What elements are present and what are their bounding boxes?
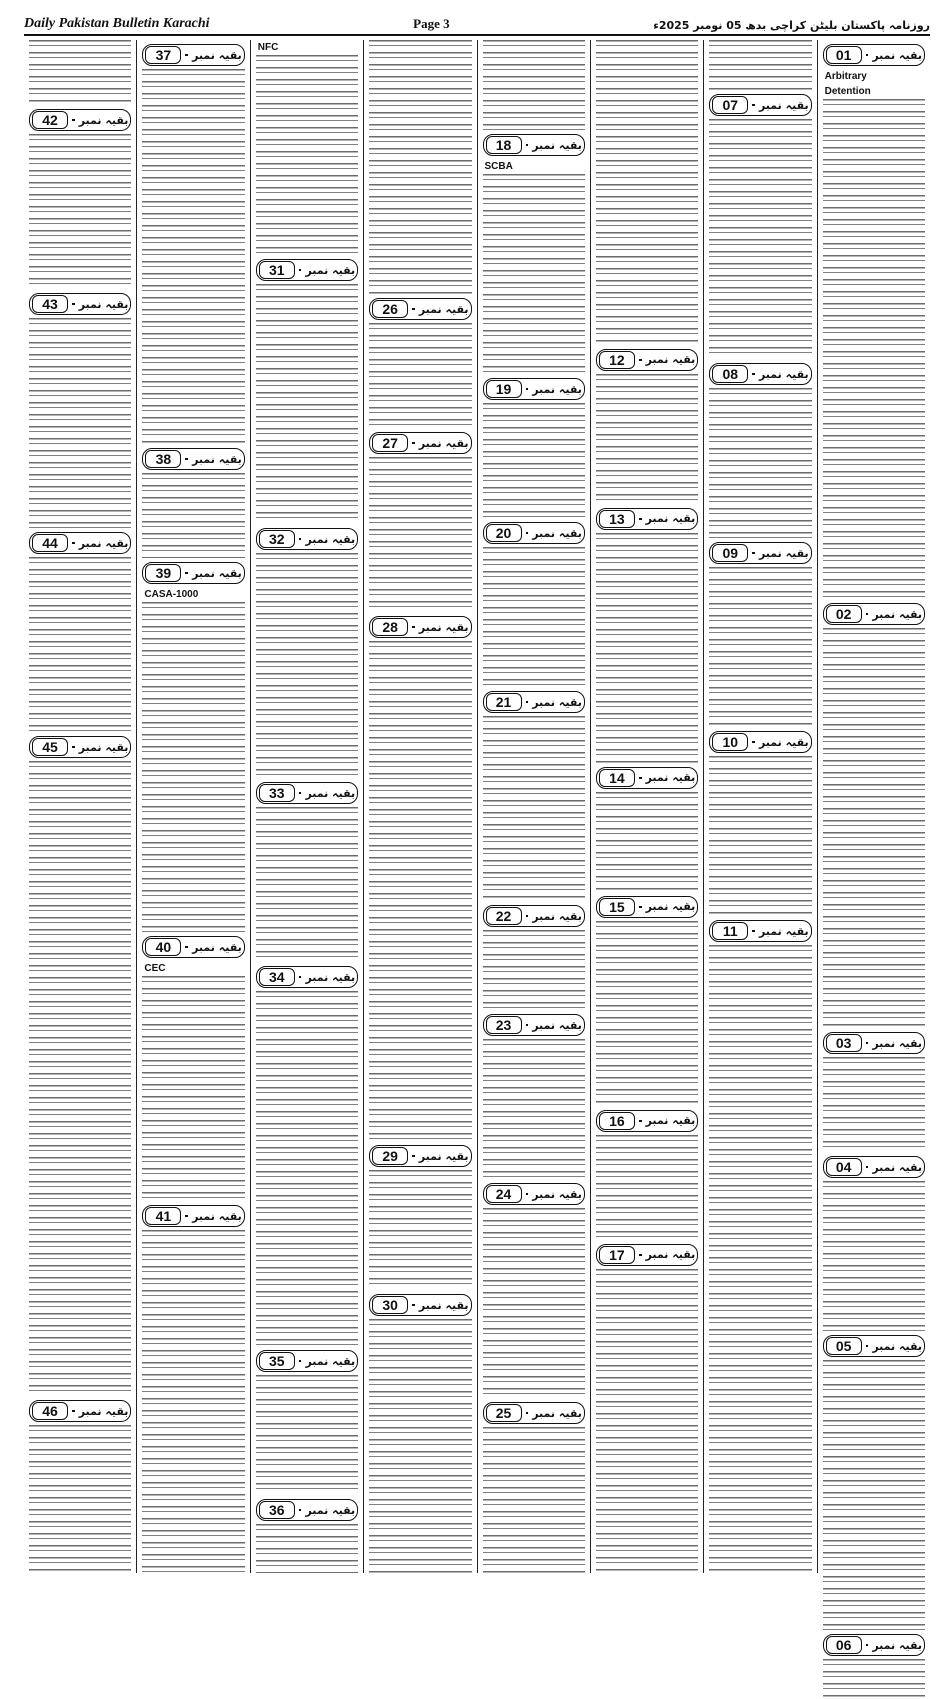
continuation-caption: بقیہ نمبر — [78, 113, 129, 127]
continuation-caption: بقیہ نمبر — [532, 138, 582, 152]
article-text-block — [823, 1181, 925, 1331]
arrow-decoration-icon — [866, 1644, 869, 1646]
continuation-number: 06 — [826, 1636, 862, 1654]
news-column — [703, 40, 816, 1573]
continuation-label — [596, 508, 698, 530]
continuation-number: 40 — [145, 938, 181, 956]
article-text-block — [142, 1230, 244, 1573]
article-text-block — [596, 374, 698, 504]
continuation-number: 41 — [145, 1207, 181, 1225]
article-text-block — [142, 602, 244, 932]
article-text-block — [823, 1057, 925, 1152]
continuation-caption: بقیہ نمبر — [78, 536, 129, 550]
continuation-caption: بقیہ نمبر — [192, 940, 242, 954]
arrow-decoration-icon — [526, 1412, 529, 1414]
continuation-number: 42 — [32, 111, 68, 129]
continuation-number: 26 — [372, 300, 408, 318]
arrow-decoration-icon — [72, 119, 75, 121]
inline-english-term: Arbitrary — [824, 71, 867, 82]
arrow-decoration-icon — [299, 976, 302, 978]
arrow-decoration-icon — [526, 144, 529, 146]
article-text-block — [369, 1319, 471, 1573]
continuation-label — [369, 1145, 471, 1167]
arrow-decoration-icon — [752, 552, 755, 554]
news-column — [363, 40, 476, 1573]
continuation-caption: بقیہ نمبر — [192, 452, 242, 466]
arrow-decoration-icon — [299, 538, 302, 540]
continuation-label — [483, 1014, 585, 1036]
continuation-number: 17 — [599, 1246, 635, 1264]
continuation-caption: بقیہ نمبر — [872, 1339, 922, 1353]
continuation-caption: بقیہ نمبر — [78, 740, 129, 754]
continuation-label — [256, 528, 358, 550]
article-text-block — [709, 40, 811, 90]
continuation-label — [483, 1183, 585, 1205]
article-text-block — [483, 930, 585, 1010]
continuation-number: 14 — [599, 769, 635, 787]
continuation-number: 38 — [145, 450, 181, 468]
continuation-caption: بقیہ نمبر — [645, 512, 696, 525]
article-text-block — [483, 174, 585, 374]
continuation-label — [709, 94, 811, 116]
continuation-label — [142, 1205, 244, 1227]
article-text-block — [823, 99, 925, 599]
continuation-label — [369, 432, 471, 454]
article-text-block — [709, 388, 811, 538]
continuation-label — [369, 298, 471, 320]
urdu-dateline: روزنامہ پاکستان بلیٹن کراچی بدھ 05 نومبر 2025ء — [653, 19, 930, 32]
continuation-label — [823, 603, 925, 625]
continuation-caption: بقیہ نمبر — [758, 546, 809, 560]
page-header — [24, 10, 930, 36]
continuation-number: 29 — [372, 1147, 408, 1165]
continuation-label — [709, 920, 811, 942]
continuation-caption: بقیہ نمبر — [645, 900, 696, 913]
arrow-decoration-icon — [639, 518, 642, 520]
arrow-decoration-icon — [412, 442, 415, 444]
continuation-caption: بقیہ نمبر — [645, 1114, 696, 1127]
continuation-number: 03 — [826, 1034, 862, 1052]
continuation-caption: بقیہ نمبر — [872, 1036, 922, 1050]
arrow-decoration-icon — [526, 1024, 529, 1026]
article-text-block — [483, 403, 585, 518]
continuation-label — [256, 1350, 358, 1372]
continuation-label — [369, 616, 471, 638]
article-text-block — [369, 1170, 471, 1290]
continuation-caption: بقیہ نمبر — [305, 970, 356, 984]
continuation-number: 36 — [259, 1501, 295, 1519]
arrow-decoration-icon — [72, 1410, 75, 1412]
continuation-number: 25 — [486, 1404, 522, 1422]
news-column — [24, 40, 136, 1573]
arrow-decoration-icon — [866, 54, 869, 56]
arrow-decoration-icon — [185, 458, 188, 460]
article-text-block — [142, 69, 244, 444]
continuation-label — [596, 1110, 698, 1132]
article-text-block — [142, 976, 244, 1201]
continuation-label — [256, 966, 358, 988]
article-text-block — [596, 1135, 698, 1240]
arrow-decoration-icon — [752, 373, 755, 375]
arrow-decoration-icon — [752, 930, 755, 932]
article-text-block — [483, 1208, 585, 1398]
continuation-caption: بقیہ نمبر — [305, 1354, 356, 1368]
article-text-block — [483, 40, 585, 130]
inline-english-term: CEC — [144, 963, 166, 974]
continuation-label — [142, 562, 244, 584]
article-text-block — [29, 1425, 131, 1573]
continuation-number: 46 — [32, 1402, 68, 1420]
continuation-label — [596, 349, 698, 371]
article-text-block — [369, 457, 471, 612]
continuation-number: 27 — [372, 434, 408, 452]
continuation-number: 13 — [599, 510, 635, 528]
continuation-number: 21 — [486, 693, 522, 711]
arrow-decoration-icon — [639, 1254, 642, 1256]
continuation-label — [596, 767, 698, 789]
arrow-decoration-icon — [412, 308, 415, 310]
article-text-block — [29, 557, 131, 732]
arrow-decoration-icon — [526, 915, 529, 917]
continuation-number: 28 — [372, 618, 408, 636]
arrow-decoration-icon — [72, 303, 75, 305]
continuation-number: 11 — [712, 922, 748, 940]
arrow-decoration-icon — [185, 54, 188, 56]
article-text-block — [369, 641, 471, 1141]
arrow-decoration-icon — [526, 1193, 529, 1195]
continuation-caption: بقیہ نمبر — [532, 1406, 582, 1420]
article-text-block — [256, 1375, 358, 1495]
continuation-caption: بقیہ نمبر — [418, 436, 469, 450]
continuation-label — [29, 532, 131, 554]
continuation-caption: بقیہ نمبر — [532, 1187, 582, 1201]
continuation-number: 18 — [486, 136, 522, 154]
continuation-label — [823, 44, 925, 66]
article-text-block — [709, 756, 811, 916]
continuation-caption: بقیہ نمبر — [645, 771, 696, 784]
continuation-label — [483, 522, 585, 544]
continuation-label — [483, 378, 585, 400]
arrow-decoration-icon — [72, 542, 75, 544]
article-text-block — [596, 40, 698, 345]
inline-english-term: Detention — [824, 86, 871, 97]
continuation-caption: بقیہ نمبر — [418, 620, 469, 634]
continuation-label — [709, 542, 811, 564]
continuation-label — [142, 44, 244, 66]
article-text-block — [29, 134, 131, 289]
article-text-block — [256, 1524, 358, 1573]
continuation-label — [823, 1634, 925, 1656]
continuation-caption: بقیہ نمبر — [758, 735, 809, 749]
continuation-caption: بقیہ نمبر — [645, 353, 696, 366]
continuation-number: 34 — [259, 968, 295, 986]
article-text-block — [29, 761, 131, 1396]
continuation-label — [823, 1032, 925, 1054]
arrow-decoration-icon — [866, 1345, 869, 1347]
continuation-number: 22 — [486, 907, 522, 925]
continuation-label — [483, 905, 585, 927]
article-text-block — [29, 318, 131, 528]
news-column — [590, 40, 703, 1573]
continuation-caption: بقیہ نمبر — [532, 1018, 582, 1032]
article-text-block — [823, 628, 925, 1028]
continuation-number: 20 — [486, 524, 522, 542]
arrow-decoration-icon — [866, 1166, 869, 1168]
continuation-number: 19 — [486, 380, 522, 398]
article-text-block — [256, 284, 358, 524]
continuation-number: 31 — [259, 261, 295, 279]
continuation-caption: بقیہ نمبر — [872, 48, 922, 62]
article-text-block — [483, 716, 585, 901]
continuation-caption: بقیہ نمبر — [532, 909, 582, 923]
continuation-label — [596, 1244, 698, 1266]
article-text-block — [256, 991, 358, 1346]
arrow-decoration-icon — [639, 777, 642, 779]
news-column — [817, 40, 930, 1653]
masthead: Daily Pakistan Bulletin Karachi — [24, 16, 210, 31]
continuation-number: 44 — [32, 534, 68, 552]
continuation-caption: بقیہ نمبر — [305, 1503, 356, 1517]
arrow-decoration-icon — [639, 906, 642, 908]
continuation-caption: بقیہ نمبر — [305, 786, 356, 800]
article-text-block — [596, 792, 698, 892]
article-text-block — [596, 533, 698, 763]
article-text-block — [256, 553, 358, 778]
continuation-label — [823, 1335, 925, 1357]
continuation-number: 35 — [259, 1352, 295, 1370]
continuation-label — [596, 896, 698, 918]
news-column — [136, 40, 249, 1573]
article-text-block — [483, 1427, 585, 1573]
arrow-decoration-icon — [299, 792, 302, 794]
continuation-number: 07 — [712, 96, 748, 114]
continuation-caption: بقیہ نمبر — [418, 1149, 469, 1163]
continuation-label — [142, 448, 244, 470]
continuation-label — [29, 1400, 131, 1422]
continuation-number: 45 — [32, 738, 68, 756]
continuation-label — [142, 936, 244, 958]
continuation-number: 37 — [145, 46, 181, 64]
inline-english-term: CASA-1000 — [144, 589, 199, 600]
article-text-block — [483, 1039, 585, 1179]
article-text-block — [823, 1360, 925, 1630]
continuation-label — [29, 109, 131, 131]
continuation-number: 10 — [712, 733, 748, 751]
continuation-number: 24 — [486, 1185, 522, 1203]
continuation-number: 33 — [259, 784, 295, 802]
arrow-decoration-icon — [299, 269, 302, 271]
continuation-caption: بقیہ نمبر — [78, 297, 129, 311]
continuation-caption: بقیہ نمبر — [872, 607, 922, 621]
continuation-number: 39 — [145, 564, 181, 582]
arrow-decoration-icon — [526, 388, 529, 390]
continuation-label — [709, 731, 811, 753]
page-number: Page 3 — [413, 16, 450, 31]
arrow-decoration-icon — [299, 1509, 302, 1511]
continuation-label — [483, 134, 585, 156]
continuation-caption: بقیہ نمبر — [192, 1209, 242, 1223]
continuation-number: 01 — [826, 46, 862, 64]
continuation-label — [483, 1402, 585, 1424]
continuation-number: 09 — [712, 544, 748, 562]
continuation-caption: بقیہ نمبر — [532, 526, 582, 540]
continuation-number: 04 — [826, 1158, 862, 1176]
continuation-caption: بقیہ نمبر — [645, 1248, 696, 1261]
continuation-number: 23 — [486, 1016, 522, 1034]
continuation-label — [256, 1499, 358, 1521]
continuation-number: 05 — [826, 1337, 862, 1355]
article-text-block — [823, 1659, 925, 1699]
column-grid — [24, 40, 930, 1653]
news-column — [477, 40, 590, 1573]
article-text-block — [596, 921, 698, 1106]
article-text-block — [29, 40, 131, 105]
article-text-block — [142, 473, 244, 558]
news-column — [250, 40, 363, 1573]
article-text-block — [596, 1269, 698, 1574]
continuation-number: 08 — [712, 365, 748, 383]
continuation-caption: بقیہ نمبر — [758, 924, 809, 938]
continuation-caption: بقیہ نمبر — [78, 1404, 129, 1418]
continuation-label — [823, 1156, 925, 1178]
article-text-block — [256, 807, 358, 962]
continuation-caption: بقیہ نمبر — [192, 566, 242, 580]
continuation-number: 16 — [599, 1112, 635, 1130]
continuation-caption: بقیہ نمبر — [418, 302, 469, 316]
continuation-caption: بقیہ نمبر — [532, 695, 582, 709]
continuation-label — [256, 782, 358, 804]
continuation-label — [483, 691, 585, 713]
continuation-caption: بقیہ نمبر — [758, 98, 809, 112]
arrow-decoration-icon — [185, 946, 188, 948]
arrow-decoration-icon — [299, 1360, 302, 1362]
continuation-number: 02 — [826, 605, 862, 623]
article-text-block — [256, 55, 358, 255]
arrow-decoration-icon — [639, 359, 642, 361]
inline-english-term: SCBA — [484, 161, 513, 172]
arrow-decoration-icon — [412, 1155, 415, 1157]
continuation-caption: بقیہ نمبر — [532, 382, 582, 396]
continuation-caption: بقیہ نمبر — [418, 1298, 469, 1312]
continuation-label — [369, 1294, 471, 1316]
arrow-decoration-icon — [752, 104, 755, 106]
continuation-label — [29, 293, 131, 315]
continuation-caption: بقیہ نمبر — [305, 532, 356, 546]
continuation-number: 30 — [372, 1296, 408, 1314]
article-text-block — [709, 567, 811, 727]
continuation-caption: بقیہ نمبر — [305, 263, 356, 277]
arrow-decoration-icon — [72, 746, 75, 748]
arrow-decoration-icon — [185, 1215, 188, 1217]
continuation-number: 32 — [259, 530, 295, 548]
arrow-decoration-icon — [185, 572, 188, 574]
continuation-caption: بقیہ نمبر — [872, 1638, 922, 1652]
continuation-caption: بقیہ نمبر — [192, 48, 242, 62]
article-text-block — [369, 40, 471, 294]
inline-english-term: NFC — [257, 42, 279, 53]
continuation-number: 15 — [599, 898, 635, 916]
continuation-caption: بقیہ نمبر — [758, 367, 809, 381]
continuation-number: 43 — [32, 295, 68, 313]
continuation-number: 12 — [599, 351, 635, 369]
arrow-decoration-icon — [412, 626, 415, 628]
article-text-block — [369, 323, 471, 428]
arrow-decoration-icon — [866, 613, 869, 615]
article-text-block — [709, 119, 811, 359]
arrow-decoration-icon — [866, 1042, 869, 1044]
article-text-block — [483, 547, 585, 687]
arrow-decoration-icon — [526, 532, 529, 534]
arrow-decoration-icon — [526, 701, 529, 703]
article-text-block — [709, 945, 811, 1573]
continuation-caption: بقیہ نمبر — [872, 1160, 922, 1174]
continuation-label — [29, 736, 131, 758]
arrow-decoration-icon — [752, 741, 755, 743]
continuation-label — [709, 363, 811, 385]
continuation-label — [256, 259, 358, 281]
arrow-decoration-icon — [639, 1120, 642, 1122]
arrow-decoration-icon — [412, 1304, 415, 1306]
